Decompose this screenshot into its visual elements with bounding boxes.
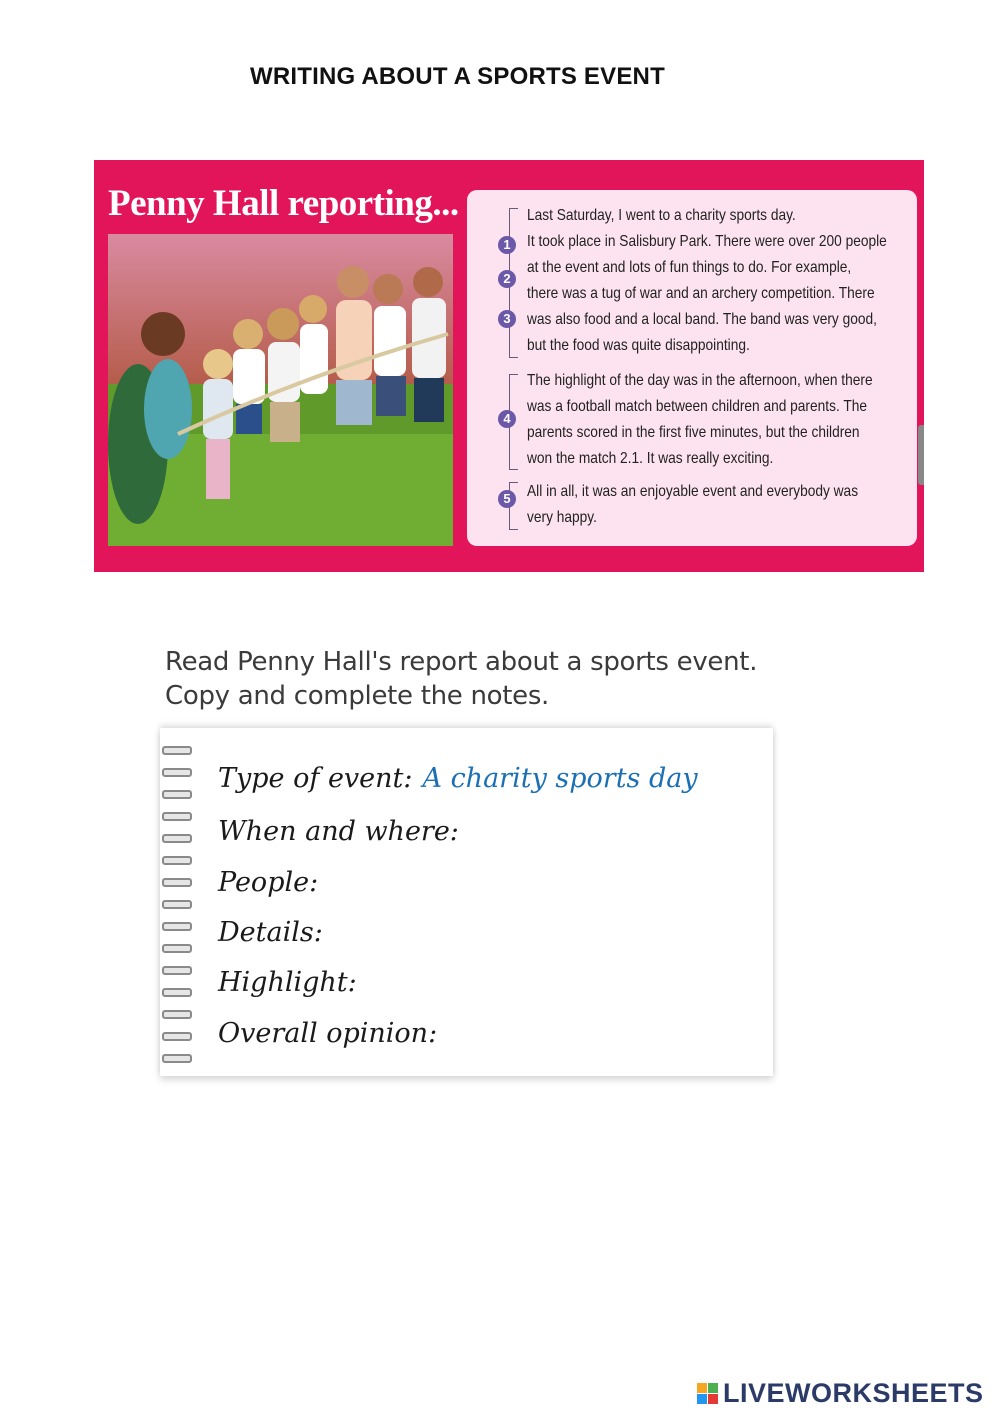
note-details (218, 917, 333, 948)
spiral-ring (162, 1054, 192, 1063)
report-line: parents scored in the first five minutes, but the children (527, 424, 860, 441)
instruction-line-2: Copy and complete the notes. (165, 681, 550, 711)
notes-notebook (160, 728, 773, 1076)
report-text-panel (467, 190, 917, 546)
spiral-ring (162, 900, 192, 909)
note-answer: A charity sports day (422, 763, 698, 794)
spiral-ring (162, 1010, 192, 1019)
note-type-of-event (218, 763, 698, 794)
note-people (218, 867, 328, 898)
instructions (165, 645, 757, 713)
report-line: All in all, it was an enjoyable event and everybody was (527, 483, 859, 500)
spiral-ring (162, 746, 192, 755)
spiral-ring (162, 944, 192, 953)
number-badge-2: 2 (498, 270, 516, 288)
liveworksheets-logo (697, 1378, 984, 1409)
number-badge-5: 5 (498, 490, 516, 508)
note-label: Details: (218, 917, 323, 948)
tug-of-war-photo (108, 234, 453, 546)
note-overall-opinion (218, 1018, 447, 1049)
report-line: was a football match between children and parents. The (527, 398, 867, 415)
photo-illustration (108, 234, 453, 546)
page-title: WRITING ABOUT A SPORTS EVENT (250, 63, 665, 90)
number-badge-3: 3 (498, 310, 516, 328)
note-label: Overall opinion: (218, 1018, 438, 1049)
note-label: People: (218, 867, 319, 898)
report-paragraph-1 (527, 203, 905, 359)
report-line: The highlight of the day was in the afternoon, when there (527, 372, 873, 389)
report-line: was also food and a local band. The band was very good, (527, 311, 877, 328)
report-line: Last Saturday, I went to a charity sports day. (527, 207, 796, 224)
note-highlight (218, 967, 367, 998)
spiral-ring (162, 1032, 192, 1041)
banner-title: Penny Hall reporting... (108, 183, 459, 224)
spiral-ring (162, 834, 192, 843)
spiral-ring (162, 812, 192, 821)
note-label: Highlight: (218, 967, 357, 998)
scroll-edge (918, 425, 924, 485)
spiral-ring (162, 856, 192, 865)
report-line: but the food was quite disappointing. (527, 337, 750, 354)
report-line: It took place in Salisbury Park. There were over 200 people (527, 233, 887, 250)
report-line: won the match 2.1. It was really exciting. (527, 450, 774, 467)
note-label: When and where: (218, 816, 459, 847)
instruction-line-1: Read Penny Hall's report about a sports event. (165, 647, 758, 677)
report-paragraph-2 (527, 368, 905, 472)
logo-icon (697, 1383, 719, 1405)
spiral-ring (162, 790, 192, 799)
spiral-ring (162, 966, 192, 975)
report-line: at the event and lots of fun things to do. For example, (527, 259, 852, 276)
report-line: there was a tug of war and an archery competition. There (527, 285, 875, 302)
number-badge-1: 1 (498, 236, 516, 254)
note-when-where (218, 816, 469, 847)
report-paragraph-3 (527, 479, 905, 531)
report-line: very happy. (527, 509, 597, 526)
report-banner (94, 160, 924, 572)
note-label: Type of event: (218, 763, 413, 794)
logo-text: LIVEWORKSHEETS (723, 1378, 984, 1408)
number-badge-4: 4 (498, 410, 516, 428)
spiral-ring (162, 988, 192, 997)
spiral-ring (162, 878, 192, 887)
spiral-ring (162, 922, 192, 931)
spiral-ring (162, 768, 192, 777)
